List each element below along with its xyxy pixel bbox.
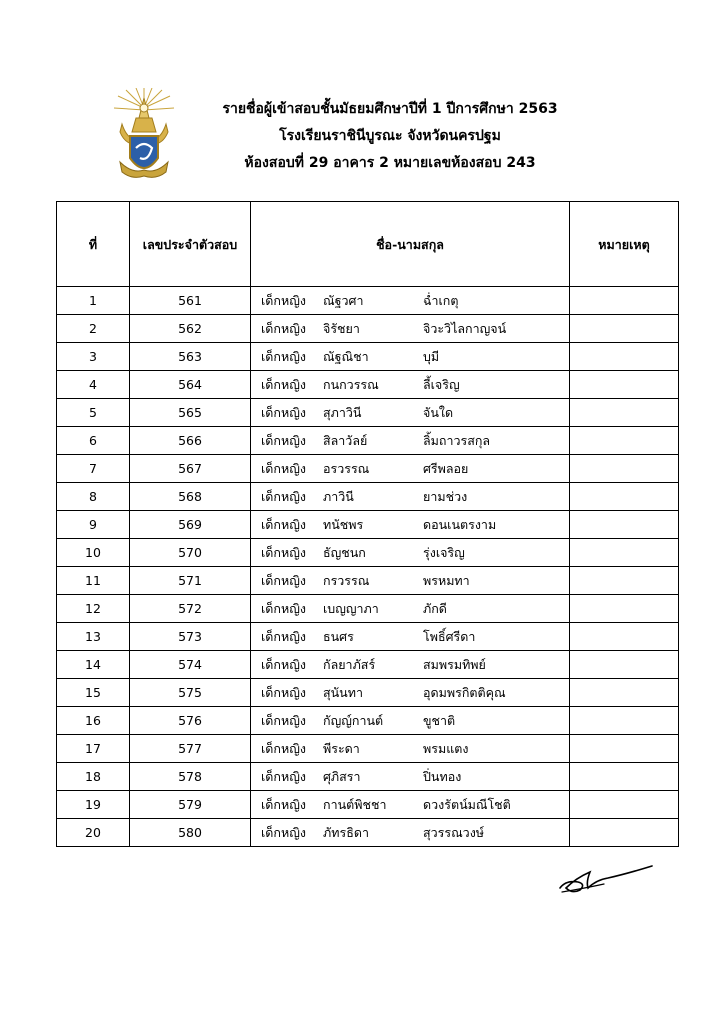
header-title-line: รายชื่อผู้เข้าสอบชั้นมัธยมศึกษาปีที่ 1 ปีการศึกษา 2563 — [222, 101, 558, 117]
row-number: 18 — [57, 763, 130, 791]
row-exam-id: 570 — [130, 539, 251, 567]
table-row — [57, 511, 679, 539]
exam-candidate-table — [56, 201, 679, 847]
table-header-row — [57, 202, 679, 287]
row-first-name: สุนันทา — [323, 685, 363, 700]
document-header — [180, 96, 600, 177]
row-number: 9 — [57, 511, 130, 539]
row-last-name: ศรีพลอย — [423, 461, 469, 476]
row-name-title: เด็กหญิง — [261, 293, 306, 308]
row-full-name — [251, 567, 570, 595]
row-number: 13 — [57, 623, 130, 651]
row-full-name — [251, 819, 570, 847]
row-first-name: พีระดา — [323, 741, 360, 756]
header-exam-id: เลขประจำตัวสอบ — [130, 202, 251, 287]
row-first-name: เบญญาภา — [323, 601, 379, 616]
table-row — [57, 399, 679, 427]
row-exam-id: 577 — [130, 735, 251, 763]
row-remark — [570, 511, 679, 539]
row-exam-id: 563 — [130, 343, 251, 371]
row-name-title: เด็กหญิง — [261, 629, 306, 644]
row-number: 12 — [57, 595, 130, 623]
table-row — [57, 595, 679, 623]
row-remark — [570, 287, 679, 315]
row-name-title: เด็กหญิง — [261, 601, 306, 616]
row-full-name — [251, 371, 570, 399]
row-last-name: อุดมพรกิตติคุณ — [423, 685, 506, 700]
row-first-name: อรวรรณ — [323, 461, 370, 476]
row-full-name — [251, 623, 570, 651]
row-name-title: เด็กหญิง — [261, 545, 306, 560]
row-number: 20 — [57, 819, 130, 847]
row-name-title: เด็กหญิง — [261, 433, 306, 448]
row-last-name: ดอนเนตรงาม — [423, 517, 497, 532]
row-full-name — [251, 511, 570, 539]
row-last-name: จันใด — [423, 405, 454, 420]
row-exam-id: 562 — [130, 315, 251, 343]
row-exam-id: 573 — [130, 623, 251, 651]
row-full-name — [251, 595, 570, 623]
row-first-name: กรวรรณ — [323, 573, 370, 588]
row-first-name: ภัทรธิดา — [323, 825, 369, 840]
row-exam-id: 565 — [130, 399, 251, 427]
row-number: 14 — [57, 651, 130, 679]
row-full-name — [251, 651, 570, 679]
row-full-name — [251, 483, 570, 511]
header-remarks: หมายเหตุ — [570, 202, 679, 287]
row-last-name: พรมแตง — [423, 741, 469, 756]
row-remark — [570, 343, 679, 371]
row-first-name: ธัญชนก — [323, 545, 366, 560]
row-name-title: เด็กหญิง — [261, 461, 306, 476]
row-last-name: โพธิ์ศรีดา — [423, 629, 476, 644]
table-row — [57, 735, 679, 763]
row-remark — [570, 763, 679, 791]
row-remark — [570, 483, 679, 511]
row-full-name — [251, 343, 570, 371]
header-school-line: โรงเรียนราชินีบูรณะ จังหวัดนครปฐม — [279, 128, 501, 144]
header-no: ที่ — [57, 202, 130, 287]
row-last-name: สมพรมทิพย์ — [423, 657, 486, 672]
row-exam-id: 566 — [130, 427, 251, 455]
row-first-name: จิรัชยา — [323, 321, 360, 336]
row-number: 7 — [57, 455, 130, 483]
table-row — [57, 679, 679, 707]
table-row — [57, 483, 679, 511]
row-name-title: เด็กหญิง — [261, 489, 306, 504]
row-remark — [570, 455, 679, 483]
table-row — [57, 539, 679, 567]
row-last-name: รุ่งเจริญ — [423, 545, 465, 560]
row-number: 3 — [57, 343, 130, 371]
row-number: 19 — [57, 791, 130, 819]
row-first-name: สิลาวัลย์ — [323, 433, 368, 448]
row-first-name: ศุภิสรา — [323, 769, 361, 784]
row-last-name: ลิ้มถาวรสกุล — [423, 433, 491, 448]
row-number: 4 — [57, 371, 130, 399]
row-full-name — [251, 707, 570, 735]
table-row — [57, 651, 679, 679]
row-number: 1 — [57, 287, 130, 315]
table-row — [57, 567, 679, 595]
table-row — [57, 819, 679, 847]
row-first-name: ทนัชพร — [323, 517, 364, 532]
row-first-name: กัลยาภัสร์ — [323, 657, 376, 672]
table-row — [57, 763, 679, 791]
row-number: 17 — [57, 735, 130, 763]
row-first-name: ภาวินี — [323, 489, 354, 504]
row-first-name: ณัฐณิชา — [323, 349, 369, 364]
row-remark — [570, 427, 679, 455]
row-remark — [570, 371, 679, 399]
row-remark — [570, 651, 679, 679]
table-row — [57, 371, 679, 399]
row-remark — [570, 315, 679, 343]
row-exam-id: 567 — [130, 455, 251, 483]
row-exam-id: 574 — [130, 651, 251, 679]
row-exam-id: 580 — [130, 819, 251, 847]
row-exam-id: 564 — [130, 371, 251, 399]
row-exam-id: 578 — [130, 763, 251, 791]
row-number: 10 — [57, 539, 130, 567]
row-full-name — [251, 735, 570, 763]
row-last-name: ลี้เจริญ — [423, 377, 460, 392]
row-last-name: ภักดี — [423, 601, 447, 616]
row-name-title: เด็กหญิง — [261, 573, 306, 588]
row-remark — [570, 791, 679, 819]
school-emblem-logo — [112, 88, 176, 180]
row-name-title: เด็กหญิง — [261, 377, 306, 392]
table-body — [57, 287, 679, 847]
row-remark — [570, 399, 679, 427]
row-full-name — [251, 399, 570, 427]
row-number: 8 — [57, 483, 130, 511]
row-name-title: เด็กหญิง — [261, 713, 306, 728]
table-row — [57, 707, 679, 735]
row-name-title: เด็กหญิง — [261, 657, 306, 672]
row-first-name: กานต์พิชชา — [323, 797, 387, 812]
table-row — [57, 623, 679, 651]
row-number: 15 — [57, 679, 130, 707]
row-first-name: ธนศร — [323, 629, 354, 644]
table-row — [57, 455, 679, 483]
header-full-name: ชื่อ-นามสกุล — [251, 202, 570, 287]
row-last-name: ขูชาติ — [423, 713, 456, 728]
row-last-name: สุวรรณวงษ์ — [423, 825, 485, 840]
row-number: 16 — [57, 707, 130, 735]
row-number: 2 — [57, 315, 130, 343]
row-remark — [570, 735, 679, 763]
row-full-name — [251, 287, 570, 315]
row-name-title: เด็กหญิง — [261, 517, 306, 532]
row-remark — [570, 567, 679, 595]
row-remark — [570, 707, 679, 735]
table-row — [57, 343, 679, 371]
row-remark — [570, 623, 679, 651]
row-last-name: ยามช่วง — [423, 489, 468, 504]
row-full-name — [251, 455, 570, 483]
row-exam-id: 569 — [130, 511, 251, 539]
row-name-title: เด็กหญิง — [261, 321, 306, 336]
row-last-name: บุมี — [423, 349, 440, 364]
row-exam-id: 561 — [130, 287, 251, 315]
row-full-name — [251, 791, 570, 819]
row-name-title: เด็กหญิง — [261, 797, 306, 812]
row-exam-id: 568 — [130, 483, 251, 511]
row-name-title: เด็กหญิง — [261, 349, 306, 364]
row-number: 6 — [57, 427, 130, 455]
table-row — [57, 791, 679, 819]
row-exam-id: 576 — [130, 707, 251, 735]
table-row — [57, 427, 679, 455]
row-remark — [570, 539, 679, 567]
row-full-name — [251, 679, 570, 707]
table-row — [57, 315, 679, 343]
row-full-name — [251, 763, 570, 791]
row-name-title: เด็กหญิง — [261, 741, 306, 756]
row-first-name: กัญญ์กานต์ — [323, 713, 384, 728]
row-name-title: เด็กหญิง — [261, 405, 306, 420]
row-first-name: ณัฐวศา — [323, 293, 364, 308]
row-name-title: เด็กหญิง — [261, 769, 306, 784]
row-name-title: เด็กหญิง — [261, 685, 306, 700]
row-full-name — [251, 315, 570, 343]
row-last-name: จิวะวิไลกาญจน์ — [423, 321, 507, 336]
row-last-name: ปิ่นทอง — [423, 769, 462, 784]
row-full-name — [251, 539, 570, 567]
row-last-name: ฉ่ำเกตุ — [423, 293, 459, 308]
table-row — [57, 287, 679, 315]
row-first-name: สุภาวินี — [323, 405, 362, 420]
header-room-line: ห้องสอบที่ 29 อาคาร 2 หมายเลขห้องสอบ 243 — [244, 155, 536, 171]
row-exam-id: 579 — [130, 791, 251, 819]
row-remark — [570, 679, 679, 707]
row-number: 11 — [57, 567, 130, 595]
row-full-name — [251, 427, 570, 455]
row-last-name: พรหมทา — [423, 573, 470, 588]
row-exam-id: 571 — [130, 567, 251, 595]
row-exam-id: 575 — [130, 679, 251, 707]
row-number: 5 — [57, 399, 130, 427]
row-first-name: กนกวรรณ — [323, 377, 379, 392]
row-exam-id: 572 — [130, 595, 251, 623]
row-remark — [570, 595, 679, 623]
signature — [556, 858, 656, 898]
row-remark — [570, 819, 679, 847]
row-last-name: ดวงรัตน์มณีโชติ — [423, 797, 511, 812]
row-name-title: เด็กหญิง — [261, 825, 306, 840]
